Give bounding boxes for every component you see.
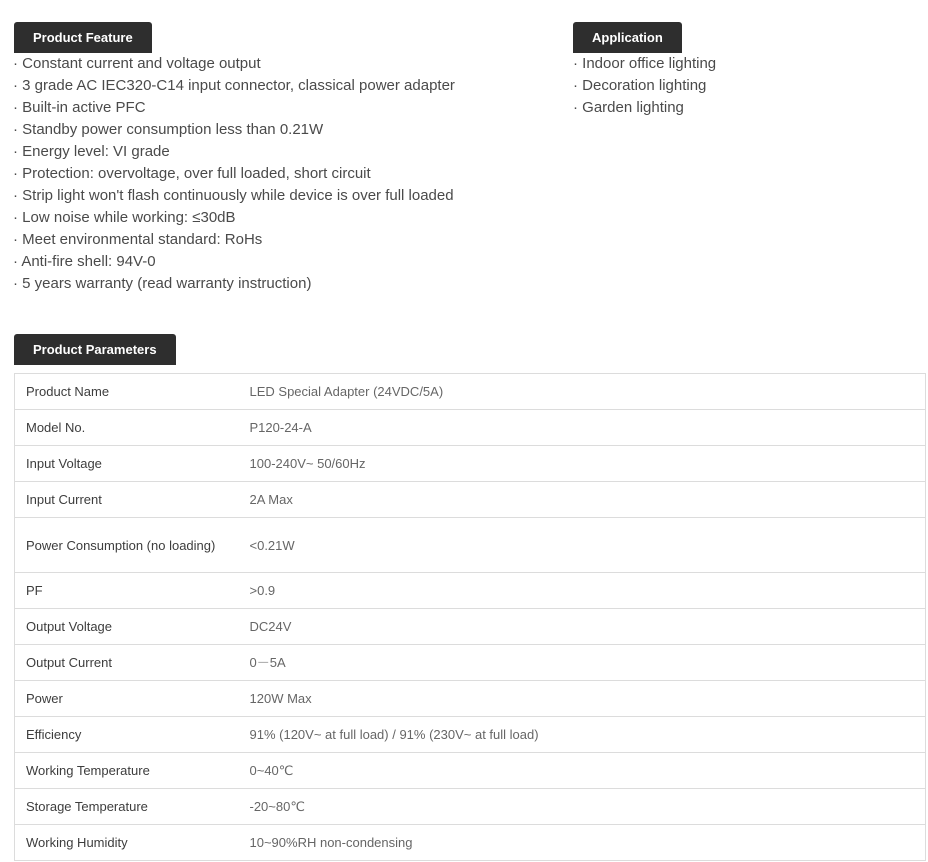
table-row	[15, 573, 926, 609]
feature-item: · Built-in active PFC	[13, 99, 146, 116]
feature-item: · Energy level: VI grade	[13, 143, 170, 160]
table-row	[15, 482, 926, 518]
table-row	[15, 825, 926, 861]
parameter-name: PF	[15, 573, 250, 609]
table-row	[15, 410, 926, 446]
feature-list	[13, 53, 455, 295]
table-row	[15, 645, 926, 681]
product-feature-heading: Product Feature	[14, 22, 152, 53]
parameter-value: 120W Max	[250, 681, 926, 717]
parameter-name: Input Voltage	[15, 446, 250, 482]
parameter-value: <0.21W	[250, 518, 926, 573]
parameters-table	[14, 373, 926, 861]
table-row	[15, 753, 926, 789]
parameter-value: 0~40℃	[250, 753, 926, 789]
feature-item: · Anti-fire shell: 94V-0	[13, 253, 156, 270]
table-row	[15, 681, 926, 717]
parameter-value: 91% (120V~ at full load) / 91% (230V~ at full load)	[250, 717, 926, 753]
feature-item: · Standby power consumption less than 0.21W	[13, 121, 324, 138]
table-row	[15, 609, 926, 645]
feature-item: · Constant current and voltage output	[13, 55, 261, 72]
application-item: · Indoor office lighting	[573, 55, 717, 72]
parameter-name: Storage Temperature	[15, 789, 250, 825]
parameter-value: -20~80℃	[250, 789, 926, 825]
parameter-value: LED Special Adapter (24VDC/5A)	[249, 384, 444, 399]
table-row	[15, 789, 926, 825]
parameter-value: 100-240V~ 50/60Hz	[250, 446, 926, 482]
parameter-value: 2A Max	[250, 482, 926, 518]
table-row	[15, 374, 926, 410]
feature-item: · Low noise while working: ≤30dB	[13, 209, 236, 226]
parameter-value: DC24V	[250, 609, 926, 645]
parameter-value: >0.9	[250, 573, 926, 609]
feature-item: · Strip light won't flash continuously while device is over full loaded	[13, 187, 454, 204]
parameter-name: Product Name	[26, 384, 110, 399]
feature-item: · 3 grade AC IEC320-C14 input connector, classical power adapter	[13, 77, 455, 94]
feature-item: · 5 years warranty (read warranty instruction)	[13, 275, 312, 292]
feature-item: · Meet environmental standard: RoHs	[13, 231, 263, 248]
parameter-name: Output Current	[15, 645, 250, 681]
application-item: · Decoration lighting	[573, 77, 707, 94]
parameter-name: Input Current	[15, 482, 250, 518]
application-heading: Application	[573, 22, 682, 53]
parameter-value: 10~90%RH non-condensing	[250, 825, 926, 861]
parameter-name: Output Voltage	[15, 609, 250, 645]
table-row	[15, 717, 926, 753]
parameter-name: Working Humidity	[15, 825, 250, 861]
application-item: · Garden lighting	[573, 99, 684, 116]
table-row	[15, 518, 926, 573]
product-parameters-heading: Product Parameters	[14, 334, 176, 365]
table-row	[15, 446, 926, 482]
parameter-value: 0－5A	[250, 645, 926, 681]
parameter-name: Power	[15, 681, 250, 717]
feature-item: · Protection: overvoltage, over full loaded, short circuit	[13, 165, 371, 182]
parameter-name: Power Consumption (no loading)	[15, 518, 250, 573]
parameter-name: Working Temperature	[15, 753, 250, 789]
parameter-value: P120-24-A	[250, 410, 926, 446]
parameter-name: Efficiency	[15, 717, 250, 753]
application-list	[573, 53, 716, 119]
parameter-name: Model No.	[15, 410, 250, 446]
